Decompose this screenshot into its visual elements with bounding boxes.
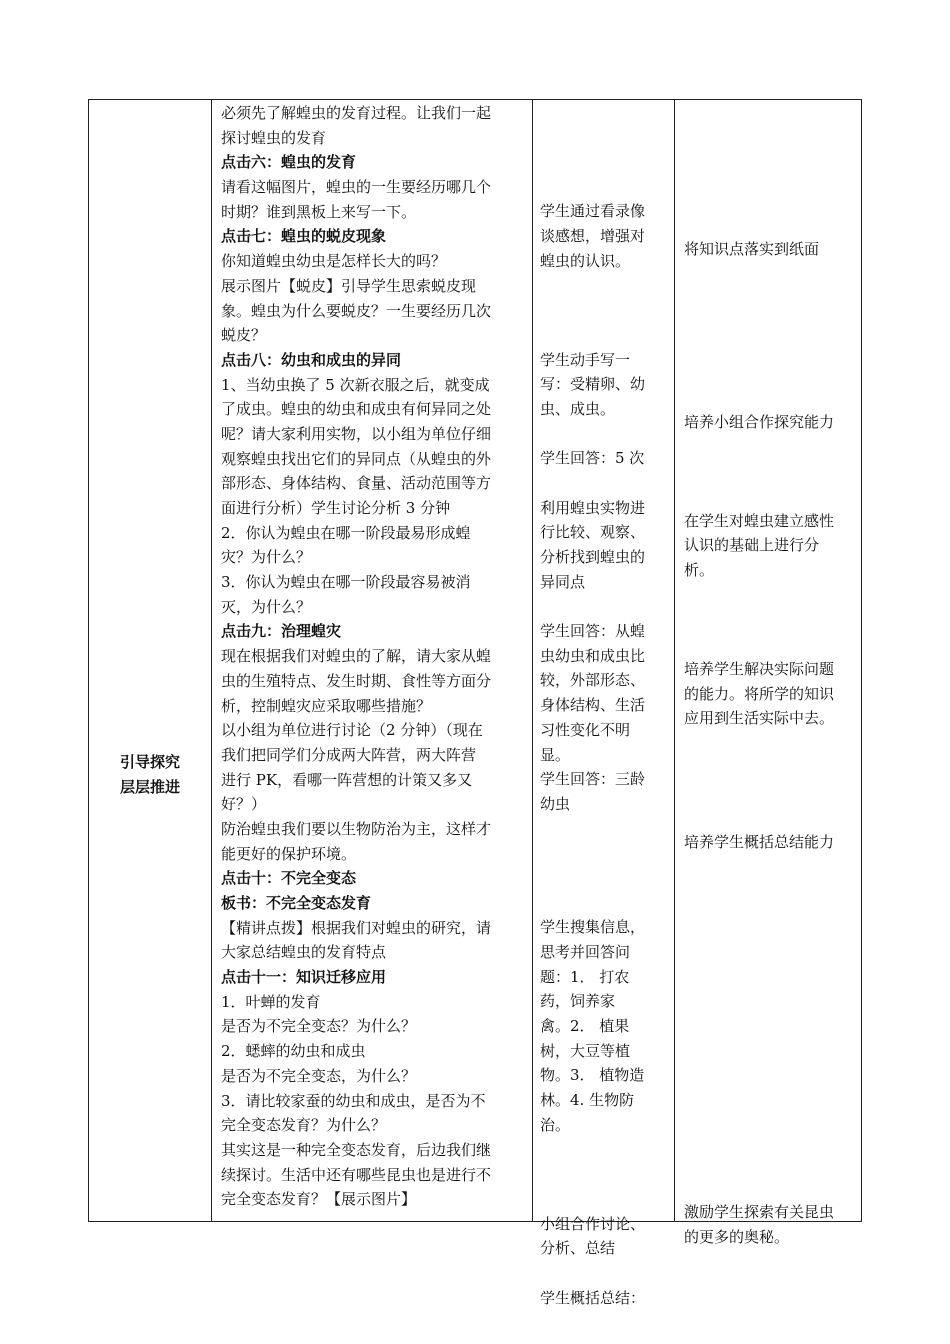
intent-line	[684, 212, 855, 237]
intent-line	[684, 311, 855, 336]
teacher-line: 探讨蝗虫的发育	[221, 128, 327, 147]
intent-line	[684, 163, 855, 188]
teacher-line: 完全变态发育？为什么？	[221, 1116, 387, 1135]
intent-line	[684, 780, 855, 805]
teacher-line: 完全变态发育？【展示图片】	[221, 1190, 417, 1209]
intent-line: 认识的基础上进行分	[684, 536, 820, 555]
teacher-line: 其实这是一种完全变态发育，后边我们继	[221, 1140, 492, 1159]
intent-line	[684, 89, 855, 114]
teacher-line: 点击十：不完全变态	[221, 869, 357, 888]
column-divider	[532, 100, 533, 1221]
intent-line	[684, 632, 855, 657]
intent-line	[684, 1101, 855, 1126]
intent-line: 将知识点落实到纸面	[684, 240, 820, 259]
student-line: 禽。2． 植果	[540, 1017, 630, 1036]
teacher-line: 象。蝗虫为什么要蜕皮？一生要经历几次	[221, 301, 492, 320]
student-line: 小组合作讨论、	[540, 1214, 646, 1233]
student-line: 学生回答：5 次	[540, 449, 645, 468]
intent-line	[684, 459, 855, 484]
student-line: 药，饲养家	[540, 992, 616, 1011]
teacher-line: 展示图片【蜕皮】引导学生思索蜕皮现	[221, 276, 477, 295]
intent-line: 应用到生活实际中去。	[684, 709, 835, 728]
student-line	[540, 1261, 667, 1286]
teacher-line: 部形态、身体结构、食量、活动范围等方	[221, 474, 492, 493]
intent-line	[684, 583, 855, 608]
intent-line	[684, 435, 855, 460]
teacher-line: 是否为不完全变态？为什么？	[221, 1017, 417, 1036]
intent-line	[684, 138, 855, 163]
intent-line: 的能力。将所学的知识	[684, 684, 835, 703]
student-line	[540, 1187, 667, 1212]
intent-line	[684, 1175, 855, 1200]
student-line: 虫、成虫。	[540, 399, 616, 418]
student-line: 谈感想，增强对	[540, 227, 646, 246]
teacher-line: 进行 PK，看哪一阵营想的计策又多又	[221, 770, 473, 789]
student-line	[540, 298, 667, 323]
teacher-line: 面进行分析）学生讨论分析 3 分钟	[221, 499, 451, 517]
student-line	[540, 422, 667, 447]
intent-line	[684, 731, 855, 756]
teacher-line: 板书：不完全变态发育	[221, 894, 372, 912]
teacher-line: 大家总结蝗虫的发育特点	[221, 943, 387, 962]
student-line: 较，外部形态、	[540, 671, 646, 690]
intent-line	[684, 928, 855, 953]
student-line: 思考并回答问	[540, 943, 631, 961]
intent-line: 析。	[684, 561, 715, 580]
teacher-line: 点击八：幼虫和成虫的异同	[221, 350, 402, 369]
student-line	[540, 471, 667, 496]
student-line	[540, 150, 667, 175]
intent-line: 激励学生探索有关昆虫	[684, 1202, 835, 1221]
teacher-line: 防治蝗虫我们要以生物防治为主，这样才	[221, 819, 492, 838]
teacher-line: 点击七：蝗虫的蜕皮现象	[221, 227, 387, 246]
stage-label-line: 引导探究	[119, 753, 180, 771]
intent-line	[684, 188, 855, 213]
intent-line	[684, 1126, 855, 1151]
intent-line	[684, 262, 855, 287]
teacher-line: 是否为不完全变态，为什么？	[221, 1066, 417, 1085]
student-line: 学生回答：从蝗	[540, 622, 646, 641]
intent-line	[684, 484, 855, 509]
intent-line: 培养小组合作探究能力	[684, 412, 835, 431]
design-intent-column	[684, 89, 855, 1249]
teacher-line: 了成虫。蝗虫的幼虫和成虫有何异同之处	[221, 400, 492, 419]
teacher-line: 3．你认为蝗虫在哪一阶段最容易被消	[221, 573, 471, 592]
intent-line	[684, 854, 855, 879]
intent-line	[684, 361, 855, 386]
intent-line	[684, 805, 855, 830]
student-line: 利用蝗虫实物进	[540, 498, 646, 517]
student-line: 学生回答：三龄	[540, 770, 646, 789]
intent-line: 培养学生概括总结能力	[684, 832, 835, 851]
intent-line	[684, 1027, 855, 1052]
student-line	[540, 841, 667, 866]
student-line: 学生动手写一	[540, 350, 631, 369]
teacher-line: 能更好的保护环境。	[221, 844, 357, 863]
teacher-line: 呢？请大家利用实物，以小组为单位仔细	[221, 424, 492, 443]
student-line: 异同点	[540, 572, 586, 591]
student-line: 习性变化不明	[540, 720, 631, 739]
intent-line: 培养学生解决实际问题	[684, 659, 835, 678]
student-line: 治。	[540, 1115, 571, 1134]
intent-line	[684, 1077, 855, 1102]
teacher-line: 点击十一：知识迁移应用	[221, 968, 387, 987]
teacher-line: 2．蟋蟀的幼虫和成虫	[221, 1042, 366, 1061]
teacher-line: 析，控制蝗灾应采取哪些措施？	[221, 696, 432, 715]
teacher-line: 1．叶蝉的发育	[221, 992, 321, 1011]
intent-line	[684, 953, 855, 978]
intent-line	[684, 904, 855, 929]
intent-line	[684, 336, 855, 361]
teacher-line: 好？）	[221, 795, 267, 814]
student-line: 行比较、观察、	[540, 523, 646, 542]
lesson-plan-table	[88, 99, 862, 1307]
intent-line	[684, 114, 855, 139]
student-line: 分析、总结	[540, 1239, 616, 1258]
teacher-line: 虫的生殖特点、发生时期、食性等方面分	[221, 671, 492, 690]
intent-line: 在学生对蝗虫建立感性	[684, 511, 835, 530]
intent-line	[684, 385, 855, 410]
teacher-line: 观察蝗虫找出它们的异同点（从蝗虫的外	[221, 449, 492, 468]
intent-line	[684, 756, 855, 781]
column-divider	[674, 100, 675, 1221]
student-line: 题：1． 打农	[540, 967, 630, 986]
student-line: 身体结构、生活	[540, 696, 646, 715]
teacher-line: 灾？为什么？	[221, 548, 312, 567]
teacher-activity-column	[221, 101, 525, 1212]
teacher-line: 2．你认为蝗虫在哪一阶段最易形成蝗	[221, 523, 471, 542]
teacher-line: 以小组为单位进行讨论（2 分钟）（现在	[221, 721, 483, 740]
intent-line: 的更多的奥秘。	[684, 1227, 790, 1246]
teacher-line: 时期？谁到黑板上来写一下。	[221, 202, 417, 221]
student-line: 写：受精卵、幼	[540, 375, 646, 394]
teacher-line: 必须先了解蝗虫的发育过程。让我们一起	[221, 104, 492, 122]
student-line: 幼虫	[540, 794, 571, 813]
student-activity-column	[540, 150, 667, 1310]
student-line: 学生通过看录像	[540, 202, 646, 221]
student-line: 学生概括总结：	[540, 1288, 646, 1307]
intent-line	[684, 1002, 855, 1027]
intent-line	[684, 287, 855, 312]
student-line	[540, 1162, 667, 1187]
intent-line	[684, 1151, 855, 1176]
teacher-line: 请看这幅图片，蝗虫的一生要经历哪几个	[221, 178, 492, 197]
student-line: 虫幼虫和成虫比	[540, 646, 646, 665]
student-line: 蝗虫的认识。	[540, 251, 631, 270]
teacher-line: 我们把同学们分成两大阵营，两大阵营	[221, 745, 477, 764]
student-line: 学生搜集信息，	[540, 918, 646, 937]
student-line: 分析找到蝗虫的	[540, 548, 646, 566]
stage-label	[89, 750, 211, 800]
teacher-line: 你知道蝗虫幼虫是怎样长大的吗？	[221, 252, 447, 271]
student-line: 显。	[540, 745, 571, 764]
student-line	[540, 1138, 667, 1163]
teacher-line: 【精讲点拨】根据我们对蝗虫的研究，请	[221, 918, 492, 937]
teacher-line: 蜕皮？	[221, 326, 267, 345]
student-line	[540, 175, 667, 200]
student-line: 林。4. 生物防	[540, 1091, 635, 1110]
teacher-line: 3．请比较家蚕的幼虫和成虫，是否为不	[221, 1091, 486, 1110]
teacher-line: 续探讨。生活中还有哪些昆虫也是进行不	[221, 1165, 492, 1184]
student-line	[540, 323, 667, 348]
student-line: 树，大豆等植	[540, 1041, 631, 1060]
student-line	[540, 866, 667, 891]
student-line	[540, 817, 667, 842]
student-line: 物。3． 植物造	[540, 1066, 645, 1085]
intent-line	[684, 607, 855, 632]
intent-line	[684, 1052, 855, 1077]
teacher-line: 1、当幼虫换了 5 次新衣服之后，就变成	[221, 375, 490, 394]
column-divider	[211, 100, 212, 1221]
student-line	[540, 594, 667, 619]
intent-line	[684, 879, 855, 904]
teacher-line: 灭，为什么？	[221, 597, 312, 616]
student-line	[540, 273, 667, 298]
stage-label-line: 层层推进	[119, 778, 180, 796]
student-line	[540, 891, 667, 916]
teacher-line: 点击九：治理蝗灾	[221, 622, 342, 641]
teacher-line: 点击六：蝗虫的发育	[221, 153, 357, 172]
teacher-line: 现在根据我们对蝗虫的了解，请大家从蝗	[221, 647, 492, 666]
intent-line	[684, 978, 855, 1003]
